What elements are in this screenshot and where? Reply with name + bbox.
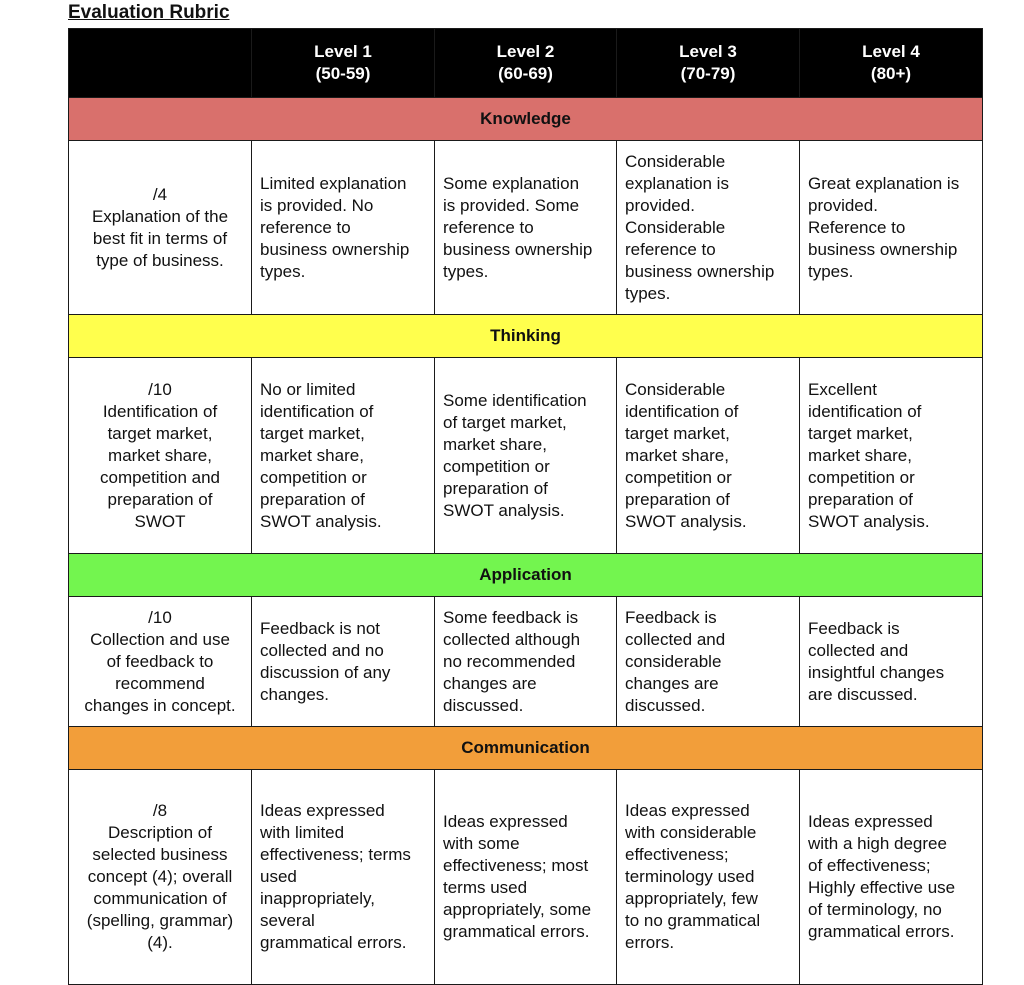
- criterion-line: /10: [148, 379, 172, 399]
- descriptor-line: Feedback is: [625, 607, 717, 627]
- descriptor-line: effectiveness;: [625, 845, 729, 864]
- rubric-row-communication: [69, 770, 983, 985]
- descriptor-line: Some feedback is: [443, 607, 579, 627]
- level-range: (50-59): [315, 64, 371, 83]
- descriptor-line: insightful changes: [808, 662, 945, 682]
- section-row-communication: [69, 727, 983, 770]
- descriptor-line: Some identification: [443, 390, 587, 410]
- level-header-4: [800, 29, 983, 98]
- level-2-descriptor: [435, 358, 617, 554]
- descriptor-line: with some: [443, 834, 520, 853]
- descriptor-line: No or limited: [260, 379, 356, 399]
- criterion-line: type of business.: [96, 250, 224, 270]
- descriptor-line: Reference to: [808, 217, 906, 237]
- descriptor-line: SWOT analysis.: [260, 511, 382, 531]
- descriptor-line: is provided. Some: [443, 195, 580, 215]
- descriptor-line: competition or: [443, 456, 550, 476]
- descriptor-line: target market,: [260, 423, 365, 443]
- descriptor-line: several: [260, 911, 315, 930]
- level-name: Level 4: [862, 42, 920, 61]
- level-range: (80+): [870, 64, 912, 83]
- descriptor-line: Limited explanation: [260, 173, 407, 193]
- rubric-table: [68, 28, 983, 985]
- level-2-descriptor: [435, 141, 617, 315]
- descriptor-line: reference to: [625, 239, 716, 259]
- descriptor-line: to no grammatical: [625, 911, 761, 930]
- descriptor-line: grammatical errors.: [260, 933, 407, 952]
- section-title-thinking: Thinking: [69, 315, 983, 358]
- descriptor-line: Feedback is not: [260, 618, 381, 638]
- level-4-descriptor: [800, 597, 983, 727]
- criterion-line: concept (4); overall: [87, 867, 233, 886]
- level-4-descriptor: [800, 770, 983, 985]
- criterion-line: Collection and use: [90, 629, 230, 649]
- descriptor-line: types.: [260, 261, 306, 281]
- criterion-line: competition and: [99, 467, 221, 487]
- descriptor-line: business ownership: [260, 239, 410, 259]
- descriptor-line: collected and no: [260, 640, 384, 660]
- criterion-line: recommend: [115, 673, 205, 693]
- descriptor-line: discussion of any: [260, 662, 391, 682]
- descriptor-line: used: [260, 867, 297, 886]
- section-row-thinking: [69, 315, 983, 358]
- descriptor-line: changes are: [443, 673, 537, 693]
- rubric-row-application: [69, 597, 983, 727]
- descriptor-line: provided.: [625, 195, 695, 215]
- level-4-descriptor: [800, 358, 983, 554]
- descriptor-line: of target market,: [443, 412, 567, 432]
- criterion-line: (spelling, grammar): [86, 911, 234, 930]
- descriptor-line: collected and: [808, 640, 909, 660]
- descriptor-line: identification of: [260, 401, 374, 421]
- level-header-1: [252, 29, 435, 98]
- descriptor-line: with considerable: [625, 823, 757, 842]
- level-name: Level 1: [314, 42, 372, 61]
- header-row: [69, 29, 983, 98]
- descriptor-line: Excellent: [808, 379, 877, 399]
- level-header-3: [617, 29, 800, 98]
- level-1-descriptor: [252, 358, 435, 554]
- page-title: Evaluation Rubric: [68, 2, 230, 23]
- descriptor-line: identification of: [625, 401, 739, 421]
- descriptor-line: Considerable: [625, 379, 726, 399]
- descriptor-line: provided.: [808, 195, 878, 215]
- level-4-descriptor: [800, 141, 983, 315]
- descriptor-line: Ideas expressed: [260, 801, 385, 820]
- descriptor-line: business ownership: [625, 261, 775, 281]
- descriptor-line: competition or: [625, 467, 732, 487]
- descriptor-line: market share,: [625, 445, 729, 465]
- level-range: (60-69): [498, 64, 553, 83]
- descriptor-line: reference to: [443, 217, 534, 237]
- descriptor-line: collected and: [625, 629, 726, 649]
- descriptor-line: preparation of: [808, 489, 913, 509]
- criterion-line: Explanation of the: [91, 206, 229, 226]
- descriptor-line: explanation is: [625, 173, 729, 193]
- descriptor-line: terms used: [443, 878, 528, 897]
- descriptor-line: effectiveness; terms: [260, 845, 411, 864]
- section-row-application: [69, 554, 983, 597]
- descriptor-line: changes.: [260, 684, 329, 704]
- descriptor-line: SWOT analysis.: [808, 511, 930, 531]
- descriptor-line: types.: [808, 261, 854, 281]
- criterion-line: selected business: [92, 845, 228, 864]
- descriptor-line: are discussed.: [808, 684, 918, 704]
- section-title-application: Application: [69, 554, 983, 597]
- descriptor-line: target market,: [625, 423, 730, 443]
- level-1-descriptor: [252, 141, 435, 315]
- descriptor-line: of effectiveness;: [808, 856, 931, 875]
- level-1-descriptor: [252, 770, 435, 985]
- level-range: (70-79): [680, 64, 736, 83]
- descriptor-line: Ideas expressed: [808, 812, 933, 831]
- criterion-cell: [69, 770, 252, 985]
- descriptor-line: with limited: [260, 823, 345, 842]
- descriptor-line: discussed.: [443, 695, 524, 715]
- descriptor-line: grammatical errors.: [808, 922, 955, 941]
- descriptor-line: with a high degree: [808, 834, 947, 853]
- rubric-row-thinking: [69, 358, 983, 554]
- descriptor-line: Great explanation is: [808, 173, 960, 193]
- level-3-descriptor: [617, 358, 800, 554]
- section-title-communication: Communication: [69, 727, 983, 770]
- descriptor-line: market share,: [260, 445, 364, 465]
- header-corner-cell: [69, 29, 252, 98]
- descriptor-line: Considerable: [625, 217, 726, 237]
- descriptor-line: appropriately, few: [625, 889, 758, 908]
- rubric-row-knowledge: [69, 141, 983, 315]
- descriptor-line: Highly effective use: [808, 878, 956, 897]
- descriptor-line: effectiveness; most: [443, 856, 589, 875]
- criterion-line: (4).: [147, 933, 173, 952]
- descriptor-line: grammatical errors.: [443, 922, 590, 941]
- descriptor-line: competition or: [808, 467, 915, 487]
- criterion-cell: [69, 597, 252, 727]
- descriptor-line: target market,: [808, 423, 913, 443]
- section-row-knowledge: [69, 98, 983, 141]
- descriptor-line: preparation of: [625, 489, 730, 509]
- level-2-descriptor: [435, 770, 617, 985]
- section-title-knowledge: Knowledge: [69, 98, 983, 141]
- descriptor-line: appropriately, some: [443, 900, 592, 919]
- criterion-line: market share,: [108, 445, 212, 465]
- criterion-cell: [69, 141, 252, 315]
- descriptor-line: terminology used: [625, 867, 755, 886]
- descriptor-line: Some explanation: [443, 173, 580, 193]
- descriptor-line: of terminology, no: [808, 900, 942, 919]
- descriptor-line: preparation of: [260, 489, 365, 509]
- descriptor-line: types.: [443, 261, 489, 281]
- descriptor-line: Ideas expressed: [625, 801, 750, 820]
- level-name: Level 3: [679, 42, 737, 61]
- descriptor-line: types.: [625, 283, 671, 303]
- descriptor-line: market share,: [443, 434, 547, 454]
- level-3-descriptor: [617, 141, 800, 315]
- criterion-line: /4: [152, 184, 168, 204]
- criterion-line: Description of: [108, 823, 212, 842]
- level-3-descriptor: [617, 770, 800, 985]
- descriptor-line: Considerable: [625, 151, 726, 171]
- criterion-line: changes in concept.: [84, 695, 236, 715]
- descriptor-line: discussed.: [625, 695, 706, 715]
- descriptor-line: Ideas expressed: [443, 812, 568, 831]
- level-header-2: [435, 29, 617, 98]
- descriptor-line: considerable: [625, 651, 722, 671]
- criterion-line: communication of: [93, 889, 227, 908]
- level-3-descriptor: [617, 597, 800, 727]
- descriptor-line: business ownership: [808, 239, 958, 259]
- descriptor-line: collected although: [443, 629, 581, 649]
- descriptor-line: is provided. No: [260, 195, 374, 215]
- criterion-line: of feedback to: [106, 651, 214, 671]
- level-1-descriptor: [252, 597, 435, 727]
- criterion-line: best fit in terms of: [92, 228, 228, 248]
- criterion-line: Identification of: [102, 401, 218, 421]
- descriptor-line: SWOT analysis.: [625, 511, 747, 531]
- descriptor-line: reference to: [260, 217, 351, 237]
- criterion-line: SWOT: [134, 511, 186, 531]
- descriptor-line: business ownership: [443, 239, 593, 259]
- descriptor-line: errors.: [625, 933, 675, 952]
- descriptor-line: identification of: [808, 401, 922, 421]
- descriptor-line: preparation of: [443, 478, 548, 498]
- descriptor-line: inappropriately,: [260, 889, 375, 908]
- descriptor-line: Feedback is: [808, 618, 900, 638]
- level-name: Level 2: [496, 42, 555, 61]
- criterion-line: /10: [148, 607, 172, 627]
- level-2-descriptor: [435, 597, 617, 727]
- descriptor-line: market share,: [808, 445, 912, 465]
- descriptor-line: SWOT analysis.: [443, 500, 565, 520]
- criterion-cell: [69, 358, 252, 554]
- criterion-line: target market,: [107, 423, 213, 443]
- criterion-line: /8: [152, 801, 168, 820]
- descriptor-line: no recommended: [443, 651, 576, 671]
- descriptor-line: competition or: [260, 467, 367, 487]
- criterion-line: preparation of: [107, 489, 213, 509]
- descriptor-line: changes are: [625, 673, 719, 693]
